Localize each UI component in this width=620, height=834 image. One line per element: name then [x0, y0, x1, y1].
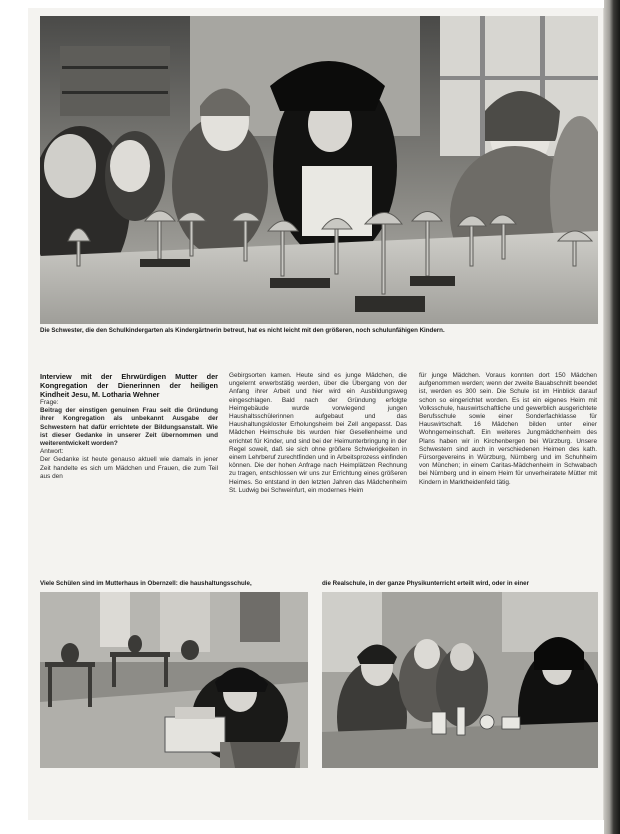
question-text: Beitrag der einstigen genuinen Frau seit die Gründung ihrer Kongregation als unbekannt Ausgabe der Schwestern hat dafür errichtete der Bildungsanstalt. Wie ist dieser Gedanke in unserer Zeit übernommen und weiterentwickelt worden? [40, 407, 218, 448]
top-photo-caption: Die Schwester, die den Schulkindergarten als Kindergärtnerin betreut, hat es nicht leicht mit den größeren, noch schulunfähigen Kindern. [40, 327, 445, 334]
answer-text: Der Gedanke ist heute genauso aktuell wie damals in jener Zeit handelte es sich um Mädchen und Frauen, die zum Teil aus den [40, 456, 218, 480]
bottom-left-caption: Viele Schülen sind im Mutterhaus in Obernzell: die haushaltungsschule, [40, 580, 252, 587]
physics-class-photo [322, 592, 598, 768]
bottom-right-caption: die Realschule, in der ganze Physikunterricht erteilt wird, oder in einer [322, 580, 529, 587]
article-column-right [419, 372, 597, 572]
sewing-room-photo [40, 592, 308, 768]
article-column-middle [229, 372, 407, 572]
kindergarten-photo [40, 16, 598, 324]
question-label: Frage: [40, 399, 59, 406]
article-text-middle: Gebirgsorten kamen. Heute sind es junge Mädchen, die ungelernt erwerbstätig werden, über die Übergang von der Anfang ihrer Arbeit und hier wird ein Ausbildungsweg eingeschlagen. Bald nach der Gründung erfolgte Heimgebäude wurde vorwiegend jungen Haushaltsschülerinnen aufgebaut und das Haushaltungskloster Erholungsheim bei Zell angepasst. Das Mädchen Heimschule bis wurden hier Gesellenheime und errichtet für Kinder, und sind bei der Heimunterbringung in der Regel soweit, daß sie sich ohne größere Schwierigkeiten in einem Lehrberuf zurechtfinden und in Arbeitsprozess einfinden können. Die der hohen Anfrage nach Heimplätzen Rechnung zu tragen, entschlossen wir uns zur Errichtung eines größeren Heimes. So entstand in den letzten Jahren das Mädchenheim St. Ludwig bei Schweinfurt, ein modernes Heim [229, 372, 407, 494]
interview-column [40, 372, 218, 572]
magazine-page [28, 8, 603, 820]
interview-heading: Interview mit der Ehrwürdigen Mutter der Kongregation der Dienerinnen der heiligen Kindheit Jesu, M. Lotharia Wehner [40, 372, 218, 399]
article-text-right: für junge Mädchen. Voraus konnten dort 150 Mädchen aufgenommen werden; wenn der zweite Bauabschnitt beendet ist, werden es 300 sein. Die Schule ist im Hinblick darauf schon so eingerichtet worden. Es ist ein eigenes Heim mit Volksschule, hauswirtschaftliche und gewerblich ausgerichtete Berufsschule sowie einer Sonderfachklasse für Hauswirtschaft. 16 Mädchen bilden unter einer Wohngemeinschaft. Ein weiteres Jungmädchenheim des Plans haben wir in Kirchenbergen bei Würzburg. Unsere Schwestern sind auch in verschiedenen Heimen des kath. Fürsorgevereins in Würzburg, Nürnberg und im Schuhheim von München; in einem Caritas-Mädchenheim in Schwabach bei Nürnberg und in einem Heim für unverheiratete Mütter mit Kindern in Marktheidenfeld tätig. [419, 372, 597, 486]
answer-label: Antwort: [40, 448, 64, 456]
page-binding-shadow [604, 0, 620, 834]
